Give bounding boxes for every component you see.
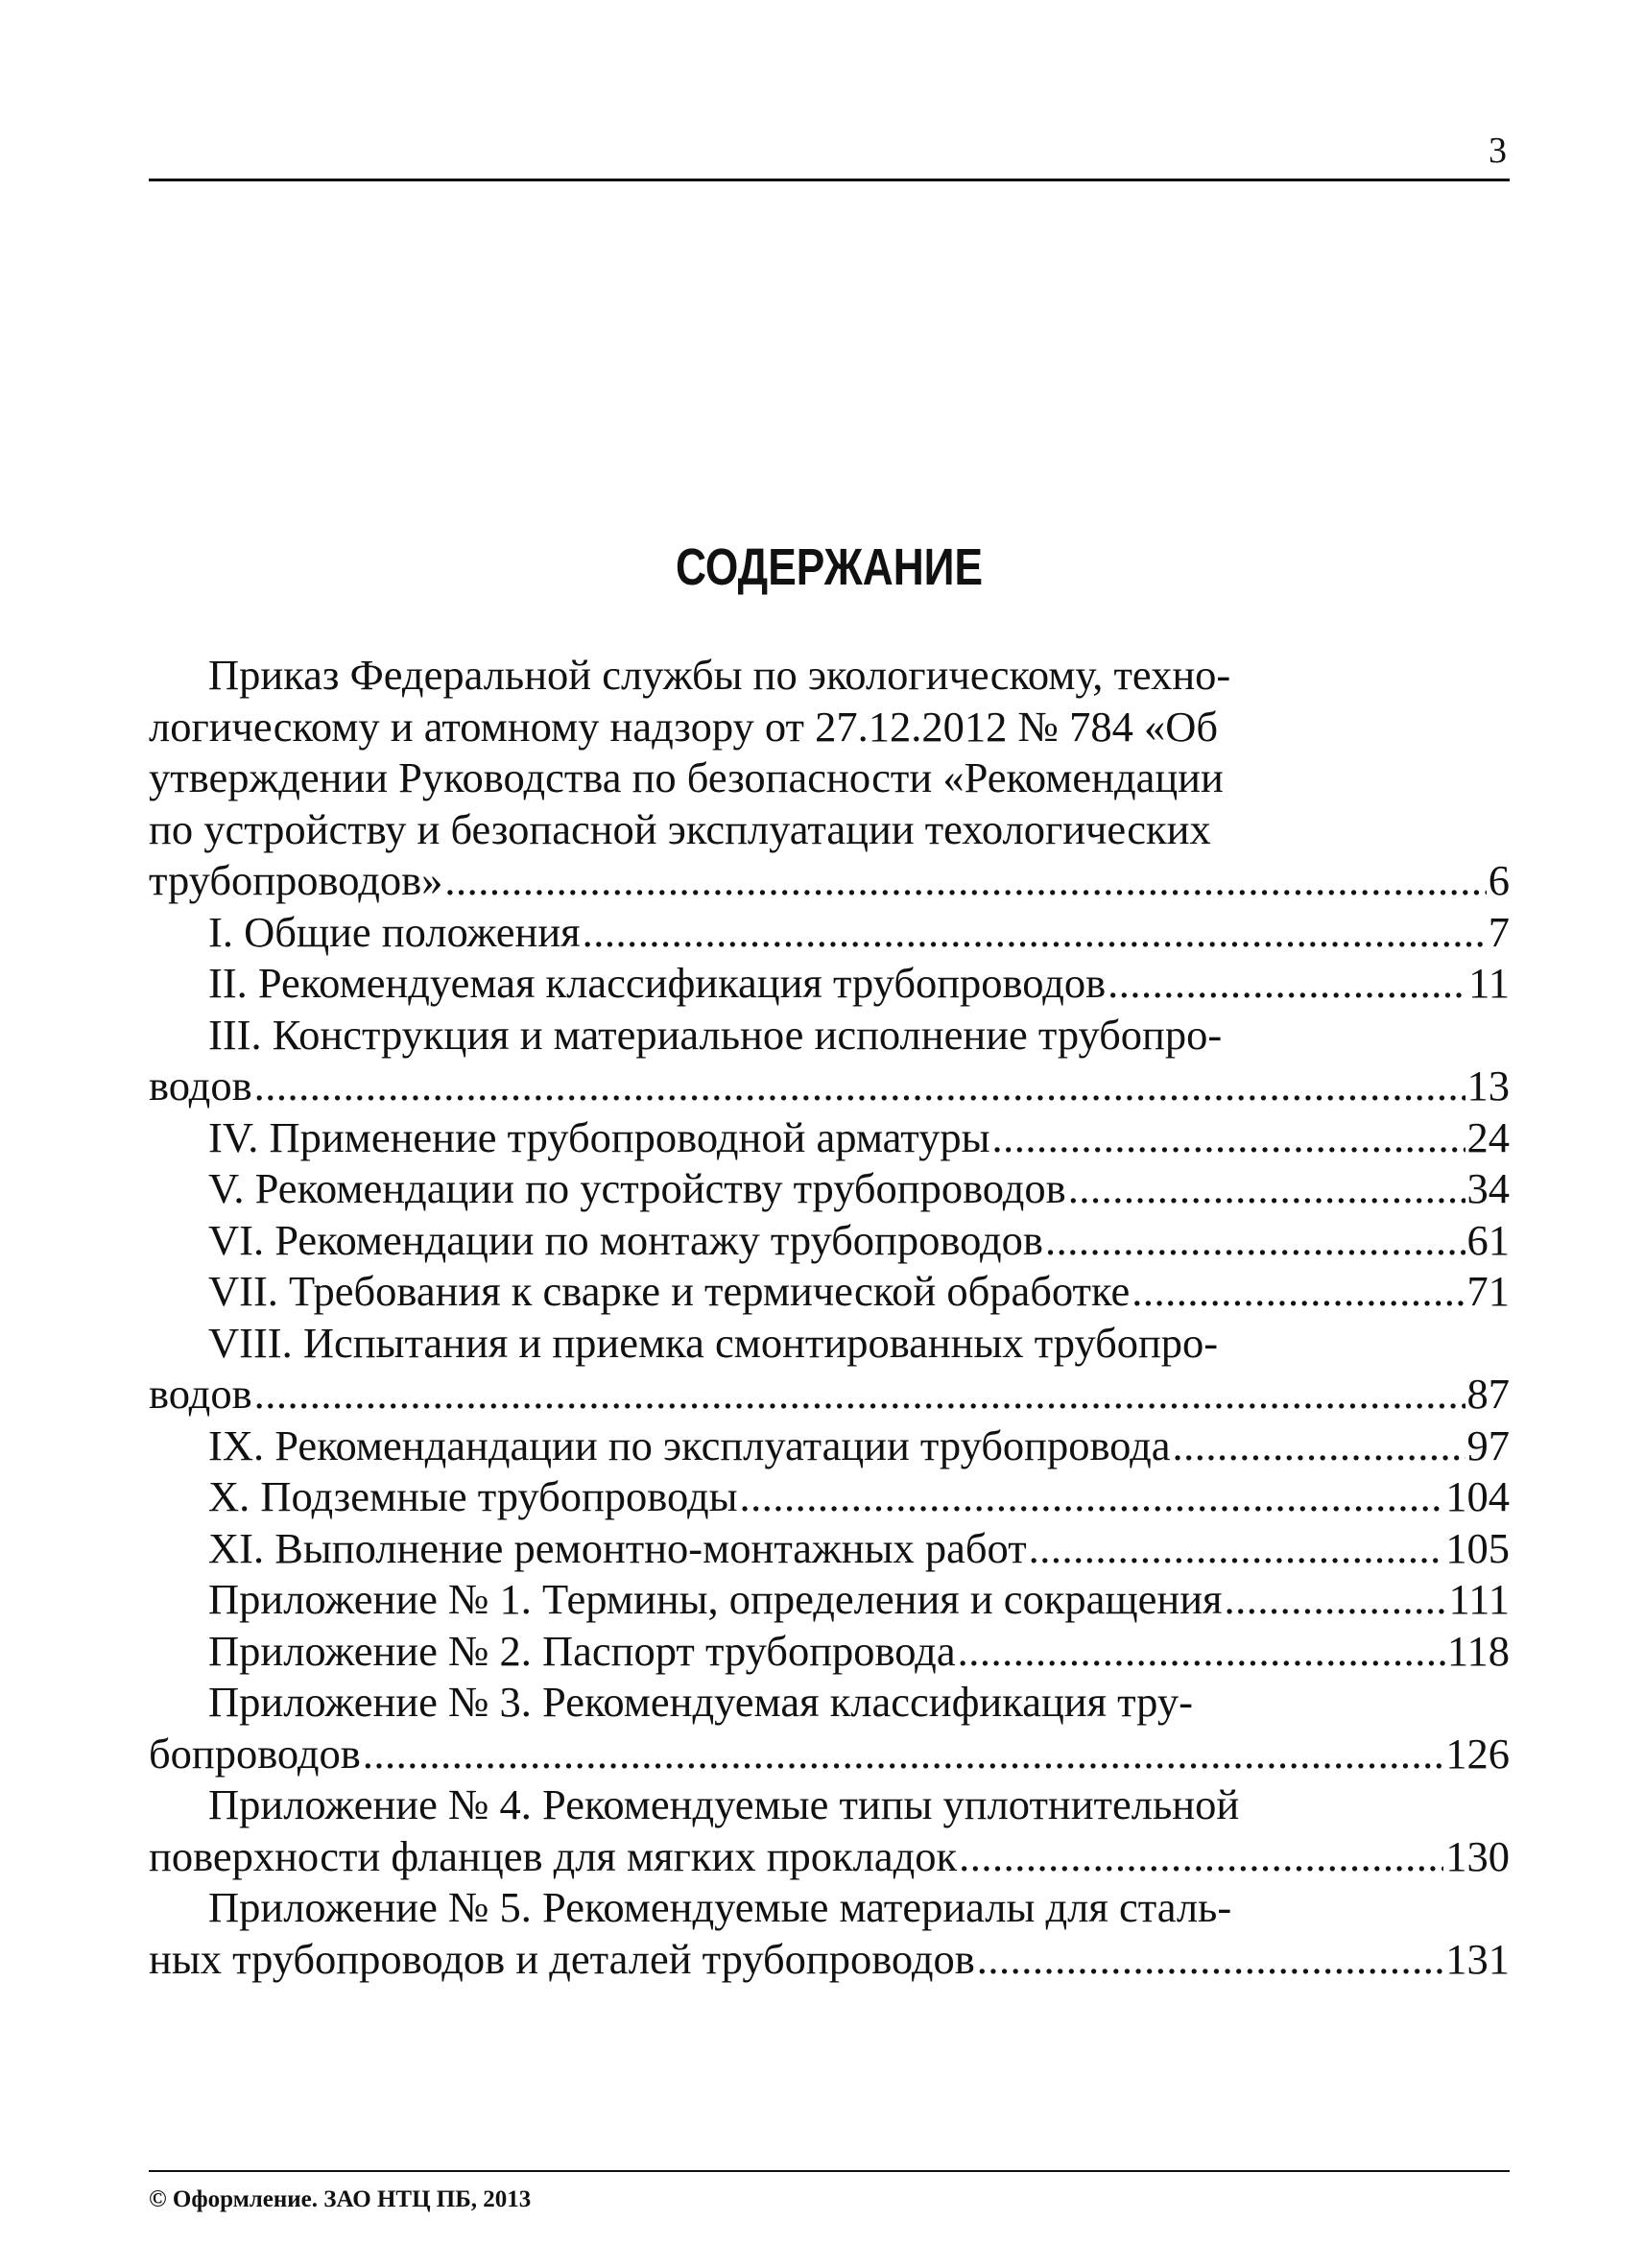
toc-entry-page: 104 (1445, 1472, 1510, 1520)
toc-line (149, 702, 1510, 753)
toc-line (149, 1420, 1510, 1472)
dot-leader (959, 1831, 1443, 1883)
toc-entry-text: IV. Применение трубопроводной арматуры (208, 1112, 990, 1161)
toc-entry-text: III. Конструкция и материальное исполнение трубопро- (208, 1010, 1223, 1059)
dot-leader (254, 1369, 1465, 1420)
dot-leader (740, 1471, 1444, 1523)
dot-leader (1108, 958, 1466, 1010)
toc-entry-text: поверхности фланцев для мягких прокладок (149, 1831, 958, 1880)
toc-entry-page: 6 (1488, 856, 1510, 904)
toc-entry-text: IX. Рекомендандации по эксплуатации трубопровода (208, 1420, 1171, 1469)
toc-line (149, 804, 1510, 856)
toc-entry-text: Приложение № 5. Рекомендуемые материалы для сталь- (208, 1883, 1232, 1931)
dot-leader (363, 1729, 1443, 1780)
toc-entry-page: 87 (1466, 1370, 1510, 1418)
toc-entry-text: II. Рекомендуемая классификация трубопроводов (208, 959, 1107, 1007)
toc-entry-text: бопроводов (149, 1729, 361, 1778)
toc-entry-page: 34 (1466, 1164, 1510, 1212)
toc-line (149, 1677, 1510, 1729)
toc-entry-page: 126 (1445, 1729, 1510, 1778)
dot-leader (1132, 1266, 1465, 1318)
dot-leader (254, 1061, 1465, 1112)
toc-entry-page: 11 (1468, 959, 1510, 1007)
toc-entry-page: 130 (1445, 1831, 1510, 1880)
toc-entry-text: Приложение № 1. Термины, определения и сокращения (208, 1575, 1223, 1623)
toc-entry-text: Приложение № 4. Рекомендуемые типы уплотнительной (208, 1780, 1240, 1828)
dot-leader (977, 1934, 1443, 1986)
toc-entry-text: трубопроводов» (149, 856, 443, 904)
page-number: 3 (1489, 131, 1507, 171)
toc-entry-text: I. Общие положения (208, 907, 581, 956)
dot-leader (1029, 1523, 1444, 1575)
toc-line (149, 1779, 1510, 1831)
toc-line (149, 1215, 1510, 1267)
toc-entry-page: 105 (1445, 1523, 1510, 1572)
toc-entry-text: водов (149, 1062, 252, 1110)
dot-leader (992, 1112, 1465, 1164)
dot-leader (1225, 1574, 1447, 1626)
dot-leader (958, 1626, 1445, 1678)
toc-line (149, 1882, 1510, 1934)
toc-line (149, 1318, 1510, 1370)
toc-entry-text: ных трубопроводов и деталей трубопроводов (149, 1934, 975, 1983)
toc-line (149, 1471, 1510, 1523)
toc-entry-page: 97 (1466, 1420, 1510, 1469)
toc-line (149, 650, 1510, 702)
toc-line (149, 907, 1510, 959)
toc-entry-page: 13 (1466, 1062, 1510, 1110)
toc-entry-text: VII. Требования к сварке и термической обработке (208, 1267, 1131, 1315)
toc-entry-text: VIII. Испытания и приемка смонтированных трубопро- (208, 1318, 1219, 1367)
dot-leader (1068, 1163, 1465, 1215)
toc-line (149, 1061, 1510, 1112)
toc-line (149, 1369, 1510, 1420)
toc-entry-page: 71 (1466, 1267, 1510, 1315)
page-title: СОДЕРЖАНИЕ (675, 538, 984, 596)
toc-line (149, 1523, 1510, 1575)
toc-line (149, 1831, 1510, 1883)
toc-entry-text: VI. Рекомендации по монтажу трубопроводов (208, 1215, 1043, 1264)
toc-entry-page: 111 (1448, 1575, 1510, 1623)
toc-entry-text: по устройству и безопасной эксплуатации техологических (149, 804, 1211, 853)
toc-line (149, 1010, 1510, 1062)
dot-leader (1045, 1215, 1465, 1267)
table-of-contents (149, 650, 1510, 1985)
toc-entry-text: X. Подземные трубопроводы (208, 1472, 738, 1520)
toc-line (149, 1112, 1510, 1164)
toc-line (149, 855, 1510, 907)
toc-entry-page: 131 (1445, 1934, 1510, 1983)
toc-entry-text: XI. Выполнение ремонтно-монтажных работ (208, 1523, 1027, 1572)
header-rule (149, 179, 1510, 181)
dot-leader (1173, 1420, 1465, 1472)
toc-line (149, 1729, 1510, 1780)
toc-entry-text: V. Рекомендации по устройству трубопроводов (208, 1164, 1066, 1212)
toc-entry-page: 61 (1466, 1215, 1510, 1264)
toc-line (149, 752, 1510, 804)
toc-entry-text: Приказ Федеральной службы по экологическому, техно- (208, 651, 1231, 699)
dot-leader (444, 855, 1486, 907)
toc-line (149, 1163, 1510, 1215)
toc-entry-text: утверждении Руководства по безопасности «Рекомендации (149, 753, 1224, 801)
toc-entry-text: логическому и атомному надзору от 27.12.2012 № 784 «Об (149, 702, 1218, 751)
toc-entry-text: Приложение № 3. Рекомендуемая классификация тру- (208, 1678, 1193, 1726)
toc-line (149, 1626, 1510, 1678)
dot-leader (583, 907, 1487, 959)
toc-entry-page: 24 (1466, 1112, 1510, 1161)
toc-entry-page: 118 (1446, 1626, 1510, 1675)
toc-entry-text: Приложение № 2. Паспорт трубопровода (208, 1626, 956, 1675)
toc-line (149, 1934, 1510, 1986)
toc-line (149, 1266, 1510, 1318)
toc-entry-page: 7 (1488, 907, 1510, 956)
toc-line (149, 1574, 1510, 1626)
toc-line (149, 958, 1510, 1010)
copyright-footer: © Оформление. ЗАО НТЦ ПБ, 2013 (149, 2186, 532, 2212)
toc-entry-text: водов (149, 1370, 252, 1418)
footer-rule (149, 2170, 1510, 2172)
